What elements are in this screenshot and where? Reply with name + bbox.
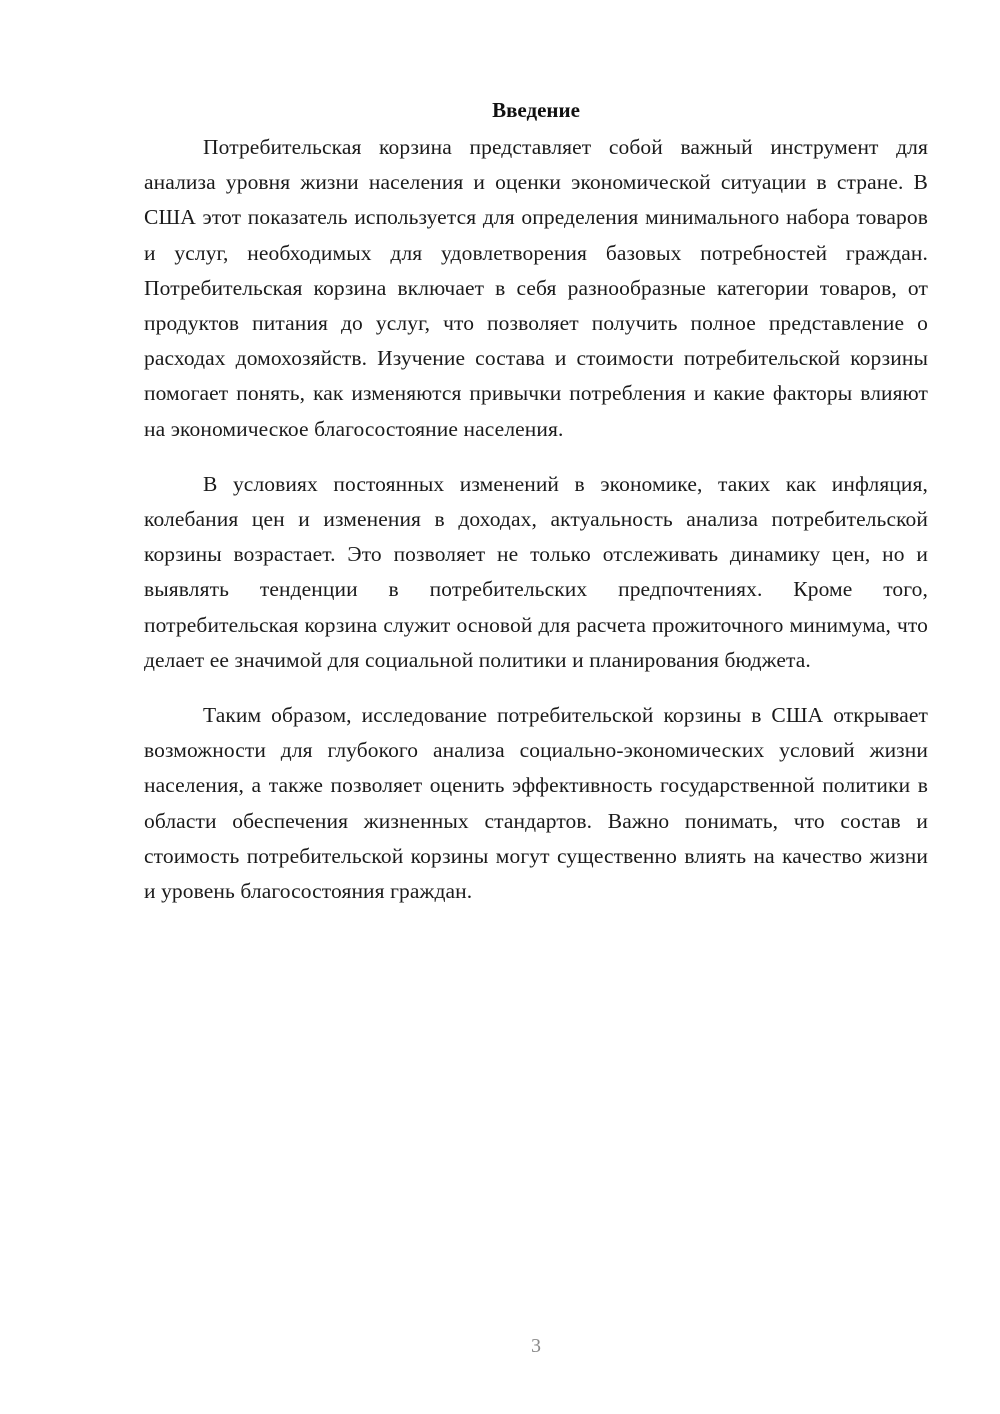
paragraph-2: В условиях постоянных изменений в экономике, таких как инфляция, колебания цен и изменения в доходах, актуальность анализа потребительской корзины возрастает. Это позволяет не только отслеживать динамику цен, но и выявлять тенденции в потребительских предпочтениях. Кроме того, потребительская корзина служит основой для расчета прожиточного минимума, что делает ее значимой для социальной политики и планирования бюджета. (144, 471, 928, 672)
page-content (144, 96, 928, 929)
paragraph-1: Потребительская корзина представляет собой важный инструмент для анализа уровня жизни населения и оценки экономической ситуации в стране. В США этот показатель используется для определения минимального набора товаров и услуг, необходимых для удовлетворения базовых потребностей граждан. Потребительская корзина включает в себя разнообразные категории товаров, от продуктов питания до услуг, что позволяет получить полное представление о расходах домохозяйств. Изучение состава и стоимости потребительской корзины помогает понять, как изменяются привычки потребления и какие факторы влияют на экономическое благосостояние населения. (144, 135, 928, 441)
paragraph-3: Таким образом, исследование потребительской корзины в США открывает возможности для глубокого анализа социально-экономических условий жизни населения, а также позволяет оценить эффективность государственной политики в области обеспечения жизненных стандартов. Важно понимать, что состав и стоимость потребительской корзины могут существенно влиять на качество жизни и уровень благосостояния граждан. (144, 703, 928, 904)
page-number: 3 (531, 1335, 541, 1357)
section-title: Введение (492, 98, 580, 122)
